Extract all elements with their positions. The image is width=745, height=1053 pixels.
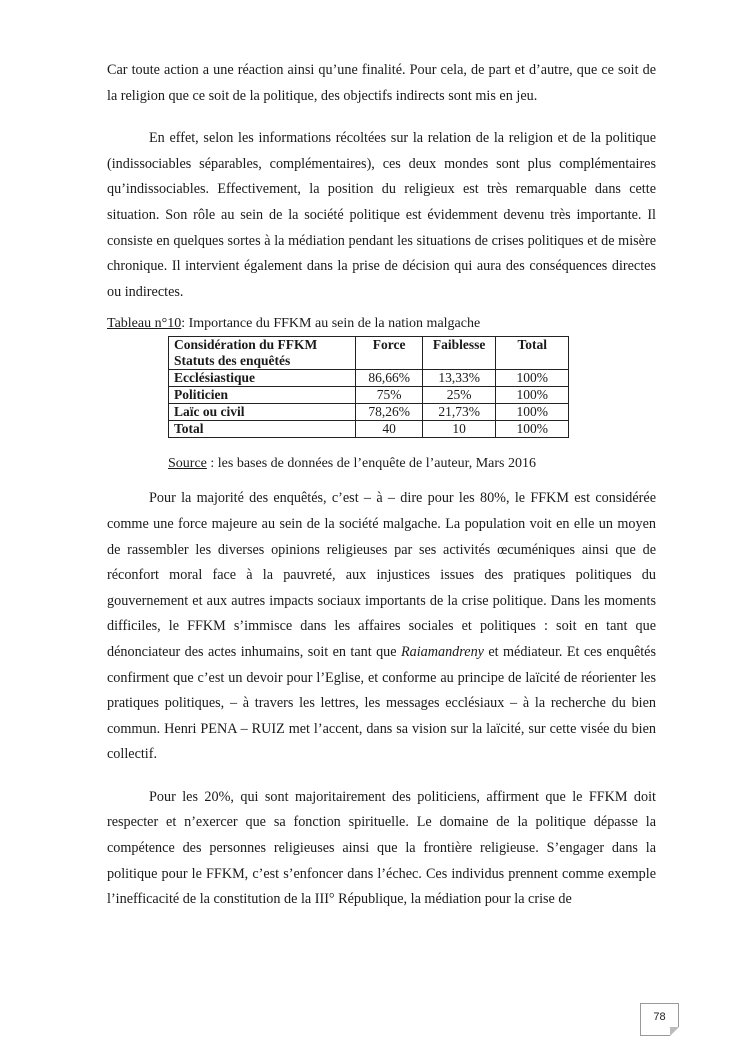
cell-force: 86,66% xyxy=(356,370,422,387)
table-row xyxy=(169,404,569,421)
cell-force: 40 xyxy=(356,421,422,438)
page-number: 78 xyxy=(653,1011,666,1023)
paragraph-4: Pour les 20%, qui sont majoritairement des politiciens, affirment que le FFKM doit respecter et n’exercer que sa fonction spirituelle. Le domaine de la politique dépasse la compétence des personnes religieuses ainsi que la frontière religieuse. S’engager dans la politique pour le FFKM, c’est s’enfoncer dans l’échec. Ces individus prennent comme exemple l’inefficacité de la constitution de la III° République, la médiation pour la crise de xyxy=(107,788,656,908)
cell-faiblesse: 10 xyxy=(422,421,496,438)
paragraph-3: Pour la majorité des enquêtés, c’est – à – dire pour les 80%, le FFKM est considérée comme une force majeure au sein de la société malgache. La population voit en elle un moyen de rassembler les diverses opinions religieuses par ses activités œcuméniques ainsi que de réconfort moral face à la pauvreté, aux injustices issues des pratiques politiques du gouvernement et aux autres impacts sociaux importants de la crise politique. Dans les moments difficiles, le FFKM s’immisce dans les affaires sociales et politiques : soit en tant que dénonciateur des actes inhumains, soit en tant que Raiamandreny et médiateur. Et ces enquêtés confirment que c’est un devoir pour l’Eglise, et conforme au principe de laïcité de réorienter les pratiques politiques, – à travers les lettres, les messages ecclésiaux – à la recherche du bien commun. Henri PENA – RUIZ met l’accent, dans sa vision sur la laïcité, sur cette visée du bien collectif. xyxy=(107,490,656,763)
raiamandreny-term: Raiamandreny xyxy=(400,643,484,660)
table-caption-label: Tableau n°10 xyxy=(107,316,182,332)
paragraph-2: En effet, selon les informations récoltées sur la relation de la religion et de la politique (indissociables séparables, complémentaires), ces deux mondes sont plus complémentaires qu’indissociables. Effectivement, la position du religieux est très remarquable dans cette situation. Son rôle au sein de la société politique est évidemment devenu très importante. Il consiste en quelques sortes à la médiation pendant les situations de crises politiques et de misère chronique. Il intervient également dans la prise de décision qui aura des conséquences directes ou indirectes. xyxy=(107,130,656,300)
source-text: : les bases de données de l’enquête de l’auteur, Mars 2016 xyxy=(206,456,536,472)
table-header-corner: Considération du FFKM Statuts des enquêtés xyxy=(169,337,356,370)
cell-faiblesse: 21,73% xyxy=(422,404,496,421)
table-header-force: Force xyxy=(356,337,422,370)
cell-faiblesse: 13,33% xyxy=(422,370,496,387)
cell-total: 100% xyxy=(496,370,569,387)
row-label: Ecclésiastique xyxy=(169,370,356,387)
cell-force: 78,26% xyxy=(356,404,422,421)
row-label: Total xyxy=(169,421,356,438)
table-caption-text: : Importance du FFKM au sein de la nation malgache xyxy=(181,316,481,332)
document-page xyxy=(107,58,656,913)
table-header-row xyxy=(169,337,569,370)
ffkm-table xyxy=(168,336,569,438)
table-header-faiblesse: Faiblesse xyxy=(422,337,496,370)
table-row xyxy=(169,370,569,387)
cell-total: 100% xyxy=(496,387,569,404)
cell-faiblesse: 25% xyxy=(422,387,496,404)
row-label: Laïc ou civil xyxy=(169,404,356,421)
table-source xyxy=(168,455,656,473)
paragraph-1: Car toute action a une réaction ainsi qu’une finalité. Pour cela, de part et d’autre, que ce soit de la religion que ce soit de la politique, des objectifs indirects sont mis en jeu. xyxy=(107,62,656,104)
cell-total: 100% xyxy=(496,404,569,421)
table-row-total xyxy=(169,421,569,438)
table-caption xyxy=(107,315,656,333)
page-curl-icon xyxy=(670,1027,679,1036)
table-row xyxy=(169,387,569,404)
page-number-box xyxy=(640,1003,679,1036)
table-header-total: Total xyxy=(496,337,569,370)
source-label: Source xyxy=(168,456,207,472)
cell-total: 100% xyxy=(496,421,569,438)
cell-force: 75% xyxy=(356,387,422,404)
row-label: Politicien xyxy=(169,387,356,404)
